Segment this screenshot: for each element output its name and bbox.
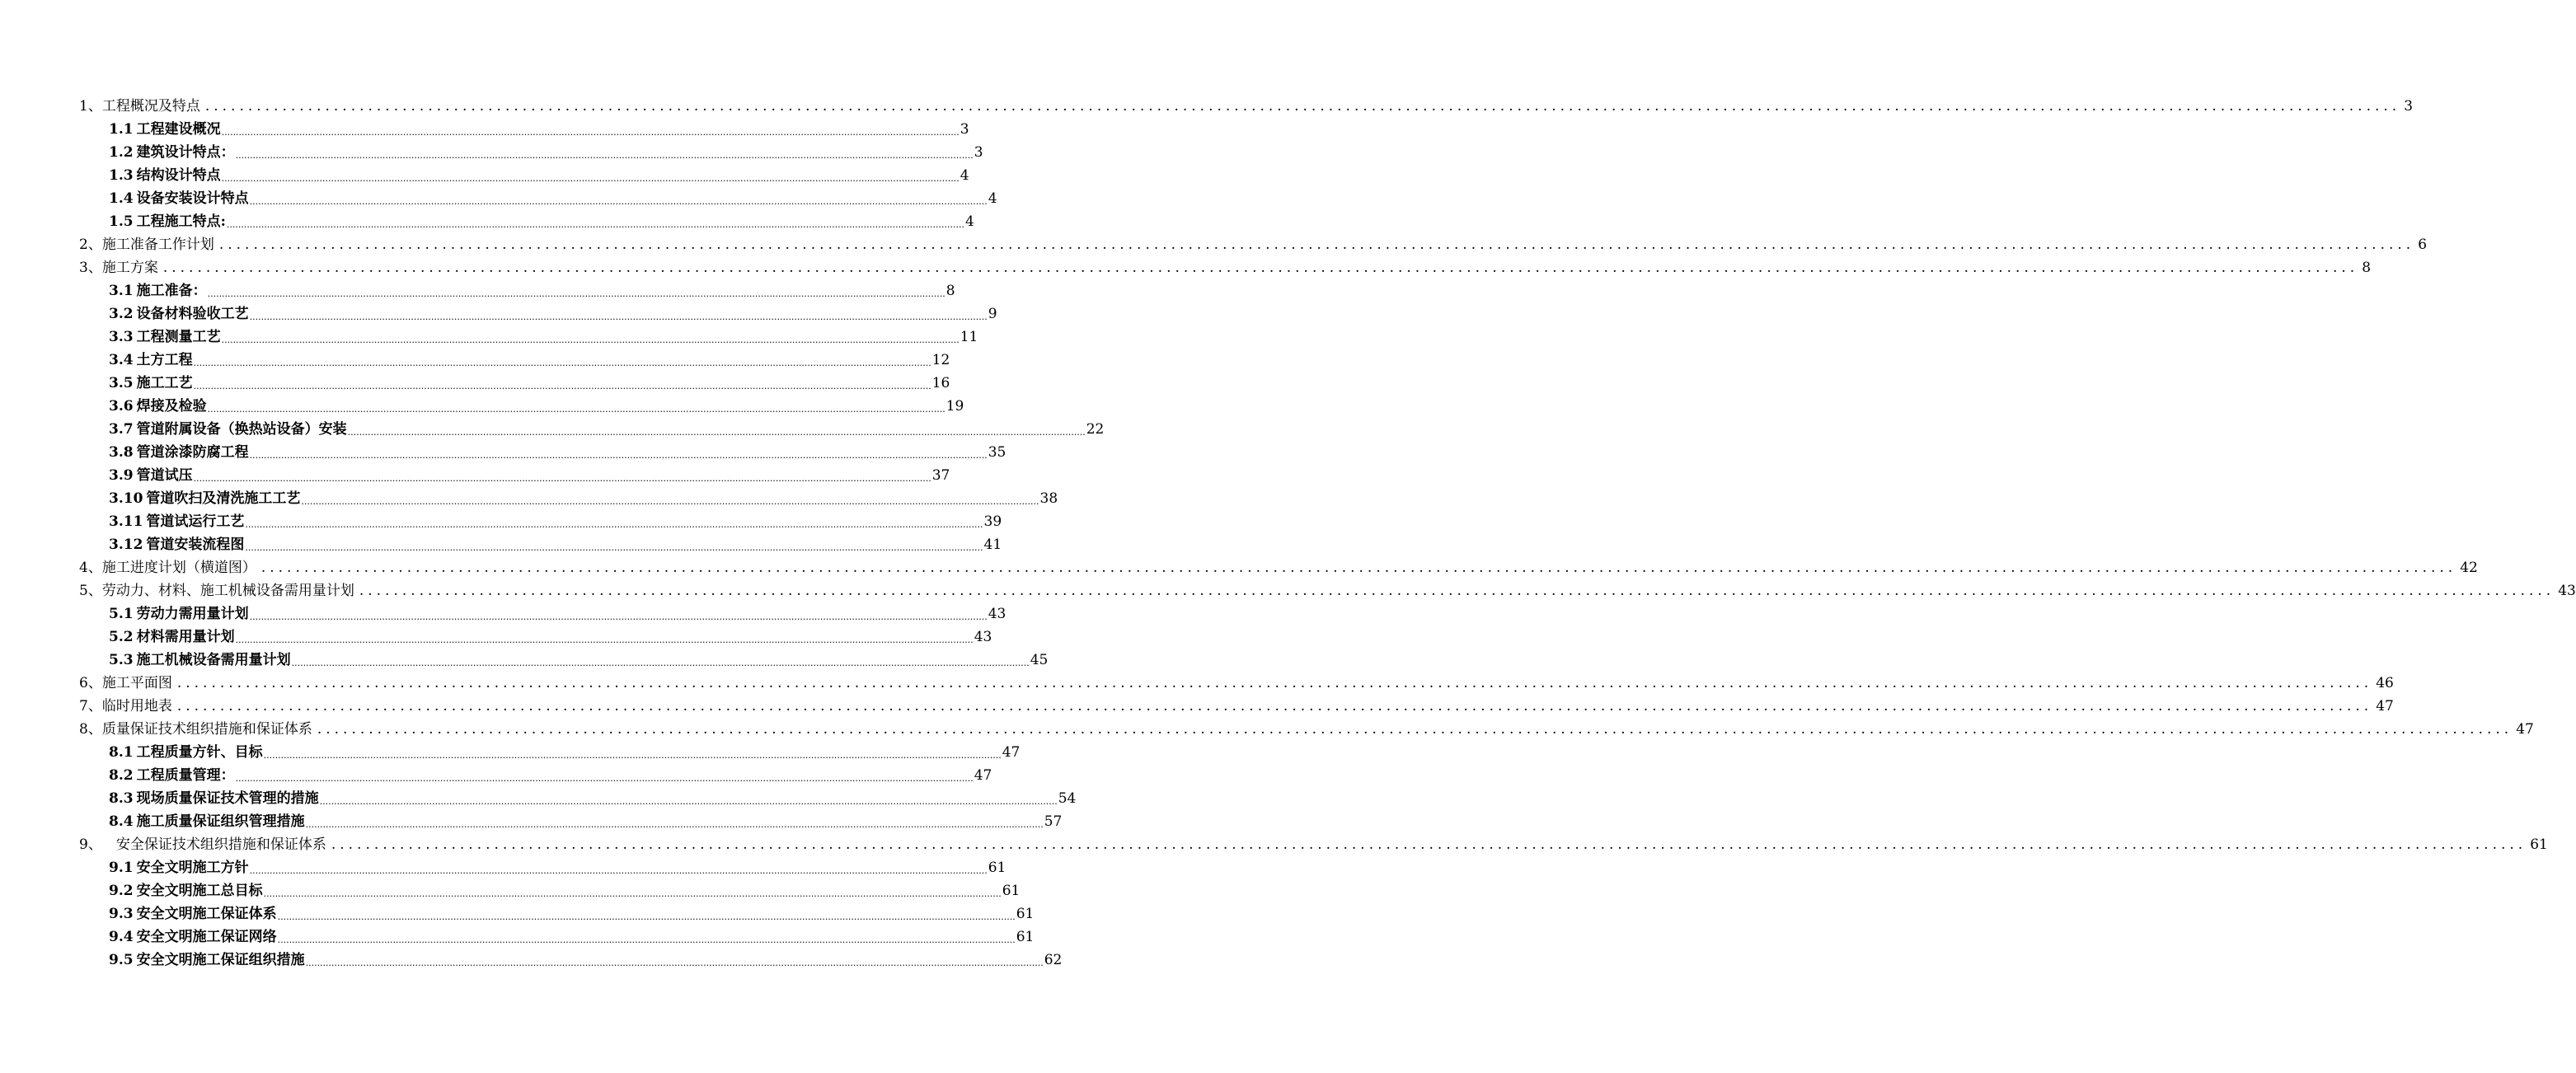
toc-dot-leader: [222, 335, 960, 346]
toc-section-entry[interactable]: [0, 900, 1035, 923]
toc-entry-title: [79, 832, 326, 854]
toc-entry-text: 管道安装流程图: [146, 536, 245, 553]
toc-page-number: 6: [2418, 237, 2428, 253]
toc-dot-leader: [348, 427, 1086, 438]
toc-entry-title: [109, 325, 221, 346]
toc-entry-title: [109, 948, 305, 969]
toc-entry-text: 劳动力需用量计划: [136, 606, 249, 622]
toc-entry-text: 安全文明施工保证组织措施: [136, 952, 305, 968]
toc-entry-title: [109, 809, 305, 831]
toc-dot-leader: [264, 750, 1002, 761]
toc-page-number: 12: [931, 352, 950, 368]
toc-entry-text: 安全文明施工总目标: [136, 883, 263, 899]
toc-entry-text: 管道吹扫及清洗施工工艺: [146, 490, 301, 507]
toc-page-number: 38: [1039, 490, 1058, 507]
toc-chapter-entry[interactable]: [0, 554, 2478, 577]
toc-entry-number: 3.5: [109, 375, 134, 391]
toc-section-entry[interactable]: [0, 531, 1002, 554]
toc-section-entry[interactable]: [0, 415, 1105, 438]
toc-entry-number: 9.5: [109, 952, 134, 968]
toc-dot-leader: [236, 773, 974, 785]
toc-dot-leader: [236, 635, 974, 646]
toc-entry-title: [109, 763, 235, 785]
toc-page-number: 3: [2404, 98, 2414, 115]
toc-section-entry[interactable]: [0, 162, 969, 185]
toc-page-number: 47: [2376, 698, 2394, 715]
toc-entry-number: 9.4: [109, 929, 134, 945]
toc-entry-text: 施工方案: [101, 260, 158, 276]
toc-page-number: 61: [988, 860, 1006, 876]
toc-entry-text: 工程概况及特点: [101, 98, 200, 115]
toc-section-entry[interactable]: [0, 854, 1006, 877]
toc-entry-text: 施工准备工作计划: [101, 237, 214, 253]
toc-section-entry[interactable]: [0, 392, 964, 415]
toc-entry-title: [79, 232, 214, 254]
toc-page-number: 42: [2460, 560, 2478, 576]
toc-entry-number: 1.5: [109, 213, 134, 230]
toc-entry-title: [109, 348, 193, 369]
toc-entry-title: [79, 255, 158, 277]
toc-page-number: 41: [983, 536, 1002, 553]
toc-page-number: 54: [1058, 790, 1077, 807]
toc-entry-title: [109, 417, 347, 438]
toc-section-entry[interactable]: [0, 438, 1006, 462]
toc-page-number: 61: [1016, 929, 1035, 945]
toc-entry-number: 1.3: [109, 167, 134, 184]
toc-entry-number: 3.8: [109, 444, 134, 461]
toc-entry-title: [109, 855, 249, 877]
toc-section-entry[interactable]: [0, 462, 950, 485]
toc-entry-number: 6、: [79, 675, 102, 691]
toc-page-number: 62: [1044, 952, 1063, 968]
toc-entry-text: 结构设计特点: [136, 167, 221, 184]
toc-page-number: 3: [974, 144, 983, 161]
toc-dot-leader: [194, 381, 931, 392]
toc-dot-leader: [306, 819, 1044, 831]
toc-entry-text: 现场质量保证技术管理的措施: [136, 790, 319, 807]
toc-chapter-entry[interactable]: [0, 92, 2414, 115]
toc-section-entry[interactable]: [0, 600, 1006, 623]
toc-dot-leader: [245, 519, 983, 531]
toc-entry-number: 3.6: [109, 398, 134, 415]
toc-entry-number: 8.4: [109, 813, 134, 830]
toc-page-number: 61: [1016, 906, 1035, 922]
toc-page-number: 61: [1002, 883, 1021, 899]
toc-dot-leader: [250, 196, 988, 208]
toc-section-entry[interactable]: [0, 323, 978, 346]
toc-page-number: 22: [1086, 421, 1105, 438]
toc-section-entry[interactable]: [0, 623, 992, 646]
toc-entry-text: 建筑设计特点：: [136, 144, 235, 161]
toc-page-number: 47: [2516, 721, 2534, 738]
toc-section-entry[interactable]: [0, 877, 1021, 900]
toc-page-number: 16: [931, 375, 950, 391]
toc-entry-text: 安全文明施工方针: [136, 860, 249, 876]
toc-entry-text: 质量保证技术组织措施和保证体系: [101, 721, 312, 738]
toc-entry-number: 8、: [79, 721, 102, 738]
toc-page-number: 4: [988, 190, 997, 207]
toc-entry-title: [109, 117, 221, 138]
toc-entry-title: [109, 786, 319, 808]
toc-page-number: 43: [988, 606, 1006, 622]
toc-entry-title: [79, 717, 312, 738]
table-of-contents: [0, 92, 2576, 969]
toc-dot-leader: [320, 796, 1058, 808]
toc-entry-number: 5、: [79, 583, 102, 599]
toc-entry-text: 土方工程: [136, 352, 193, 368]
toc-entry-number: 9.3: [109, 906, 134, 922]
toc-dot-leader: [359, 583, 2555, 600]
toc-dot-leader: [222, 127, 960, 138]
toc-entry-title: [109, 186, 249, 208]
toc-entry-title: [109, 463, 193, 485]
toc-section-entry[interactable]: [0, 923, 1035, 946]
toc-entry-number: 3.4: [109, 352, 134, 368]
toc-entry-text: 焊接及检验: [136, 398, 207, 415]
toc-entry-number: 9.1: [109, 860, 134, 876]
toc-entry-text: 施工平面图: [101, 675, 172, 691]
toc-page-number: 57: [1044, 813, 1063, 830]
toc-entry-number: 1.1: [109, 121, 134, 138]
toc-page-number: 19: [945, 398, 964, 415]
toc-section-entry[interactable]: [0, 646, 1049, 669]
toc-entry-text: 安全文明施工保证网络: [136, 929, 277, 945]
toc-entry-title: [109, 279, 207, 300]
toc-entry-title: [109, 486, 300, 508]
toc-entry-title: [109, 302, 249, 323]
toc-dot-leader: [250, 865, 988, 877]
toc-section-entry[interactable]: [0, 138, 983, 162]
toc-entry-number: 5.2: [109, 629, 134, 645]
toc-dot-leader: [236, 150, 974, 162]
toc-entry-title: [109, 532, 244, 554]
toc-dot-leader: [306, 958, 1044, 969]
toc-dot-leader: [208, 288, 945, 300]
toc-chapter-entry[interactable]: [0, 715, 2534, 738]
toc-dot-leader: [205, 98, 2400, 115]
toc-entry-text: 管道涂漆防腐工程: [136, 444, 249, 461]
toc-entry-number: 8.2: [109, 767, 134, 784]
toc-dot-leader: [292, 658, 1030, 669]
toc-entry-number: 5.1: [109, 606, 134, 622]
toc-entry-number: 1、: [79, 98, 102, 115]
toc-chapter-entry[interactable]: [0, 692, 2394, 715]
toc-entry-text: 管道试压: [136, 467, 193, 484]
toc-entry-title: [109, 440, 249, 462]
toc-entry-number: 2、: [79, 237, 102, 253]
toc-chapter-entry[interactable]: [0, 254, 2372, 277]
toc-chapter-entry[interactable]: [0, 577, 2576, 600]
toc-dot-leader: [250, 450, 988, 462]
toc-entry-title: [109, 925, 277, 946]
toc-dot-leader: [163, 260, 2358, 277]
toc-entry-title: [79, 694, 172, 715]
toc-entry-number: 3.10: [109, 490, 143, 507]
toc-section-entry[interactable]: [0, 185, 997, 208]
toc-page-number: 61: [2530, 836, 2548, 853]
toc-entry-title: [79, 579, 354, 600]
toc-dot-leader: [177, 675, 2372, 692]
toc-entry-number: 9.2: [109, 883, 134, 899]
toc-page-number: 37: [931, 467, 950, 484]
toc-page-number: 45: [1030, 652, 1049, 668]
toc-section-entry[interactable]: [0, 738, 1021, 761]
toc-page-number: 47: [974, 767, 992, 784]
toc-entry-number: 5.3: [109, 652, 134, 668]
toc-entry-title: [79, 555, 256, 577]
toc-entry-text: 安全文明施工保证体系: [136, 906, 277, 922]
toc-dot-leader: [301, 496, 1039, 508]
toc-entry-number: 4、: [79, 560, 102, 576]
toc-page-number: 4: [960, 167, 969, 184]
toc-entry-text: 劳动力、材料、施工机械设备需用量计划: [101, 583, 354, 599]
toc-page-number: 9: [988, 306, 997, 322]
toc-entry-text: 工程测量工艺: [136, 329, 221, 345]
toc-entry-number: 3.2: [109, 306, 134, 322]
toc-section-entry[interactable]: [0, 508, 1002, 531]
toc-page-number: 35: [988, 444, 1006, 461]
toc-entry-text: 设备材料验收工艺: [136, 306, 249, 322]
toc-entry-title: [109, 509, 244, 531]
toc-entry-number: 3.11: [109, 513, 143, 530]
toc-dot-leader: [227, 219, 964, 231]
toc-entry-title: [109, 602, 249, 623]
toc-dot-leader: [250, 312, 988, 323]
toc-page-number: 11: [960, 329, 978, 345]
toc-entry-title: [109, 394, 207, 415]
toc-entry-number: 8.1: [109, 744, 134, 761]
toc-entry-title: [109, 648, 291, 669]
toc-page-number: 47: [1002, 744, 1021, 761]
toc-section-entry[interactable]: [0, 785, 1077, 808]
toc-entry-number: 1.4: [109, 190, 134, 207]
toc-page-number: 43: [2558, 583, 2576, 599]
toc-entry-text: 管道试运行工艺: [146, 513, 245, 530]
toc-entry-text: 施工质量保证组织管理措施: [136, 813, 305, 830]
toc-entry-title: [109, 209, 226, 231]
toc-entry-title: [109, 740, 263, 761]
toc-section-entry[interactable]: [0, 485, 1058, 508]
toc-entry-number: 3.7: [109, 421, 134, 438]
toc-entry-text: 工程质量管理：: [136, 767, 235, 784]
toc-dot-leader: [177, 698, 2372, 715]
toc-dot-leader: [264, 888, 1002, 900]
toc-section-entry[interactable]: [0, 300, 997, 323]
toc-entry-number: 3.9: [109, 467, 134, 484]
toc-dot-leader: [278, 911, 1016, 923]
toc-entry-number: 9、: [79, 836, 102, 853]
toc-dot-leader: [250, 611, 988, 623]
toc-entry-number: 3、: [79, 260, 102, 276]
toc-entry-number: 1.2: [109, 144, 134, 161]
toc-entry-title: [109, 902, 277, 923]
toc-section-entry[interactable]: [0, 208, 974, 231]
toc-entry-text: 设备安装设计特点: [136, 190, 249, 207]
toc-entry-title: [79, 94, 200, 115]
toc-entry-number: 3.12: [109, 536, 143, 553]
toc-entry-title: [109, 879, 263, 900]
toc-dot-leader: [222, 173, 960, 185]
toc-dot-leader: [194, 473, 931, 485]
toc-dot-leader: [194, 358, 931, 369]
toc-entry-number: 7、: [79, 698, 102, 715]
toc-entry-text: 施工进度计划（横道图）: [101, 560, 256, 576]
toc-page-number: 4: [964, 213, 974, 230]
toc-entry-text: 施工机械设备需用量计划: [136, 652, 291, 668]
toc-entry-title: [79, 671, 172, 692]
toc-entry-title: [109, 163, 221, 185]
toc-section-entry[interactable]: [0, 946, 1063, 969]
toc-dot-leader: [208, 404, 945, 415]
toc-section-entry[interactable]: [0, 277, 955, 300]
toc-section-entry[interactable]: [0, 761, 992, 785]
toc-section-entry[interactable]: [0, 115, 969, 138]
toc-page-number: 43: [974, 629, 992, 645]
toc-entry-number: 3.1: [109, 283, 134, 299]
toc-section-entry[interactable]: [0, 808, 1063, 831]
toc-page-number: 46: [2376, 675, 2394, 691]
toc-page-number: 8: [2362, 260, 2372, 276]
toc-dot-leader: [331, 836, 2527, 854]
toc-entry-text: 管道附属设备（换热站设备）安装: [136, 421, 347, 438]
toc-entry-title: [109, 140, 235, 162]
toc-dot-leader: [219, 237, 2414, 254]
toc-entry-text: 工程施工特点:: [136, 213, 226, 230]
toc-entry-title: [109, 625, 235, 646]
toc-dot-leader: [317, 721, 2513, 738]
toc-section-entry[interactable]: [0, 346, 950, 369]
toc-chapter-entry[interactable]: [0, 669, 2394, 692]
toc-page-number: 8: [945, 283, 955, 299]
toc-entry-text: 材料需用量计划: [136, 629, 235, 645]
toc-entry-text: 施工工艺: [136, 375, 193, 391]
toc-entry-text: 临时用地表: [101, 698, 172, 715]
toc-entry-text: 工程质量方针、目标: [136, 744, 263, 761]
toc-chapter-entry[interactable]: [0, 231, 2428, 254]
toc-entry-number: 8.3: [109, 790, 134, 807]
toc-page-number: 39: [983, 513, 1002, 530]
toc-dot-leader: [245, 542, 983, 554]
toc-entry-text: 施工准备：: [136, 283, 207, 299]
toc-page-number: 3: [960, 121, 969, 138]
toc-chapter-entry[interactable]: [0, 831, 2548, 854]
toc-section-entry[interactable]: [0, 369, 950, 392]
toc-entry-text: 安全保证技术组织措施和保证体系: [101, 836, 326, 853]
toc-entry-title: [109, 371, 193, 392]
toc-dot-leader: [261, 560, 2456, 577]
toc-dot-leader: [278, 935, 1016, 946]
toc-entry-text: 工程建设概况: [136, 121, 221, 138]
toc-entry-number: 3.3: [109, 329, 134, 345]
